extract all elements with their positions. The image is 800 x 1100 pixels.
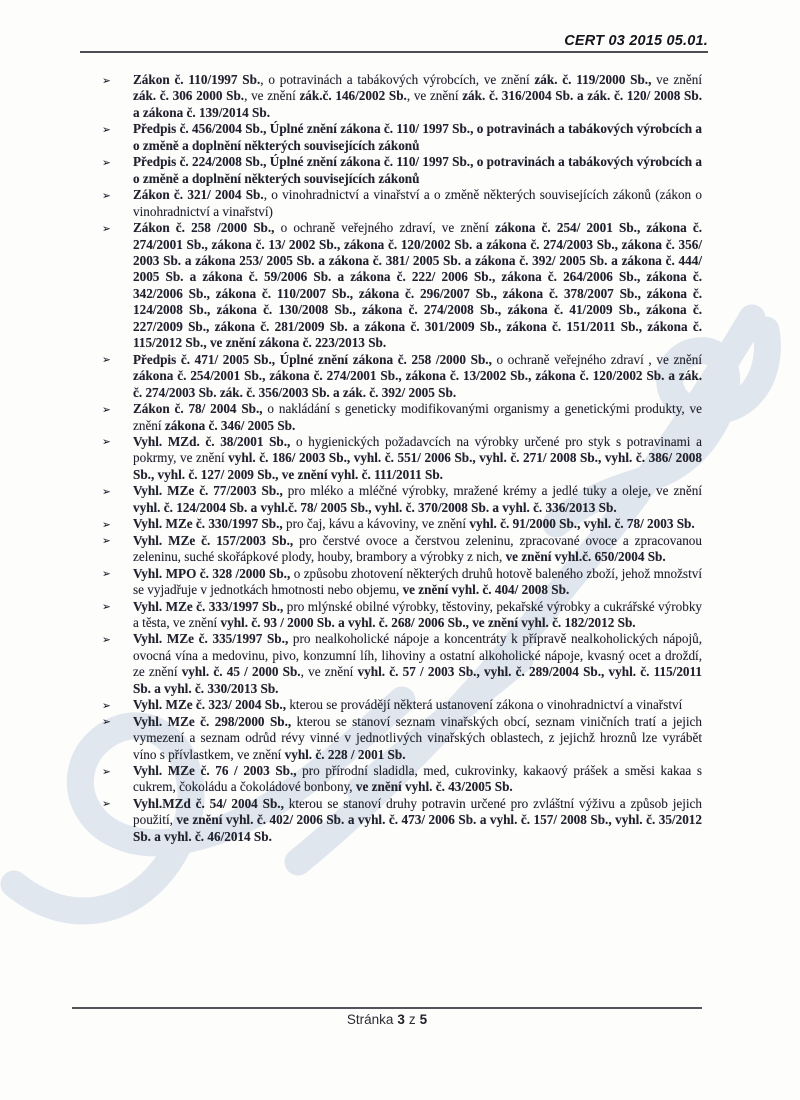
law-list-item bbox=[101, 566, 702, 599]
law-description-text: , o potravinách a tabákových výrobcích, ve znění bbox=[260, 72, 535, 87]
bullet-arrow-icon: ➢ bbox=[102, 189, 111, 202]
page-footer-prefix: Stránka bbox=[346, 1012, 394, 1027]
law-list-item bbox=[101, 763, 702, 796]
law-list-item bbox=[101, 401, 702, 434]
law-description-text: kterou se stanoví seznam vinařských obcí, seznam viničních tratí a jejich vymezení a seznam odrůd révy vinné v jednotlivých vinařských oblastech, z jejichž hroznů lze vyrábět víno s přívlastkem, ve znění bbox=[133, 713, 703, 762]
law-citation-bold: zák. č. 316/2004 Sb. a zák. č. 120/ 2008 Sb. a zákona č. 139/2014 Sb. bbox=[133, 88, 702, 120]
bullet-arrow-icon: ➢ bbox=[102, 699, 111, 712]
bullet-arrow-icon: ➢ bbox=[102, 222, 111, 235]
law-citation-bold: vyhl. č. 93 / 2000 Sb. a vyhl. č. 268/ 2006 Sb., ve znění vyhl. č. 182/2012 Sb. bbox=[220, 614, 636, 630]
law-list-item bbox=[101, 483, 702, 516]
law-description-text: , ve znění bbox=[300, 664, 358, 680]
law-citation-bold: Zákon č. 78/ 2004 Sb., bbox=[133, 401, 263, 417]
law-list-item bbox=[101, 796, 702, 845]
law-citation-bold: zákona č. 254/ 2001 Sb., zákona č. 274/2001 Sb., zákona č. 13/ 2002 Sb., zákona č. 120/2002 Sb. a zákona č. 274/2003 Sb., zákona č. 356/ 2003 Sb. a zákona 253/ 2005 Sb. a zákona č. 381/ 2005 Sb. a zákona č. 392/ 2005 Sb. a zákona č. 444/ 2005 Sb. a zákona č. 59/2006 Sb. a zákona č. 222/ 2006 Sb., zákona č. 264/2006 Sb., zákona č. 342/2006 Sb., zákona č. 110/2007 Sb., zákona č. 296/2007 Sb., zákona č. 378/2007 Sb., zákona č. 124/2008 Sb., zákona č. 130/2008 Sb., zákona č. 274/2008 Sb., zákona č. 41/2009 Sb., zákona č. 227/2009 Sb., zákona č. 281/2009 Sb. a zákona č. 301/2009 Sb., zákona č. 151/2011 Sb., zákona č. 115/2012 Sb., ve znění zákona č. 223/2013 Sb. bbox=[133, 220, 702, 351]
law-citation-bold: Vyhl.MZd č. 54/ 2004 Sb., bbox=[133, 795, 284, 811]
law-description-text: , ve znění bbox=[406, 88, 463, 104]
law-citation-bold: Zákon č. 258 /2000 Sb., bbox=[133, 220, 275, 236]
law-description-text: o hygienických požadavcích na výrobky určené pro styk s potravinami a pokrmy, ve znění bbox=[133, 433, 702, 466]
law-list-item bbox=[101, 599, 702, 632]
bullet-arrow-icon: ➢ bbox=[102, 403, 111, 416]
law-citation-bold: vyhl. č. 57 / 2003 Sb., vyhl. č. 289/2004 Sb., vyhl. č. 115/2011 Sb. a vyhl. č. 330/2013 Sb. bbox=[133, 664, 702, 696]
law-list-item bbox=[101, 516, 702, 532]
law-description-text: pro čerstvé ovoce a čerstvou zeleninu, zpracované ovoce a zpracovanou zeleninu, suché skořápkové plody, houby, brambory a výrobky z nich, bbox=[133, 532, 702, 565]
law-list-item bbox=[101, 121, 702, 154]
law-list-item bbox=[101, 714, 702, 763]
law-citation-bold: Vyhl. MZe č. 157/2003 Sb., bbox=[133, 532, 294, 548]
law-list-item bbox=[101, 154, 702, 187]
law-reference-list-container bbox=[101, 72, 702, 845]
bullet-arrow-icon: ➢ bbox=[102, 765, 111, 778]
law-citation-bold: Předpis č. 224/2008 Sb., Úplné znění zákona č. 110/ 1997 Sb., o potravinách a tabákových výrobcích a o změně a doplnění některých souvisejících zákonů bbox=[133, 154, 702, 186]
law-citation-bold: Vyhl. MZe č. 323/ 2004 Sb., bbox=[133, 697, 287, 713]
page-footer-of-word: z bbox=[408, 1012, 416, 1027]
law-list-item bbox=[101, 352, 702, 401]
bullet-arrow-icon: ➢ bbox=[102, 436, 111, 449]
law-citation-bold: Vyhl. MZe č. 77/2003 Sb., bbox=[133, 483, 283, 499]
law-citation-bold: zák. č. 119/2000 Sb., bbox=[534, 72, 652, 87]
law-list-item bbox=[101, 187, 702, 220]
law-description-text: pro čaj, kávu a kávoviny, ve znění bbox=[282, 516, 470, 532]
law-citation-bold: ve znění vyhl.č. 650/2004 Sb. bbox=[505, 549, 666, 565]
law-citation-bold: ve znění vyhl. č. 402/ 2006 Sb. a vyhl. č. 473/ 2006 Sb. a vyhl. č. 157/ 2008 Sb., vyhl. č. 35/2012 Sb. a vyhl. č. 46/2014 Sb. bbox=[133, 812, 702, 844]
footer-divider bbox=[72, 1007, 702, 1009]
law-citation-bold: Vyhl. MZe č. 335/1997 Sb., bbox=[133, 631, 289, 647]
bullet-arrow-icon: ➢ bbox=[102, 568, 111, 581]
law-citation-bold: zákona č. 254/2001 Sb., zákona č. 274/2001 Sb., zákona č. 13/2002 Sb., zákona č. 120/2002 Sb. a zák. č. 274/2003 Sb. zák. č. 356/2003 Sb. a zák. č. 392/ 2005 Sb. bbox=[133, 368, 702, 400]
law-description-text: o ochraně veřejného zdraví, ve znění bbox=[274, 220, 496, 236]
law-description-text: ve znění bbox=[651, 72, 702, 87]
law-citation-bold: vyhl. č. 186/ 2003 Sb., vyhl. č. 551/ 2006 Sb., vyhl. č. 271/ 2008 Sb., vyhl. č. 386/ 2008 Sb., vyhl. č. 127/ 2009 Sb., ve znění vyhl. č. 111/2011 Sb. bbox=[133, 450, 702, 482]
law-list-item bbox=[101, 697, 702, 713]
law-description-text: , o vinohradnictví a vinařství a o změně některých souvisejících zákonů (zákon o vinohradnictví a vinařství) bbox=[133, 187, 703, 219]
law-citation-bold: vyhl. č. 91/2000 Sb., vyhl. č. 78/ 2003 Sb. bbox=[469, 516, 695, 532]
law-citation-bold: Zákon č. 110/1997 Sb. bbox=[133, 72, 261, 87]
law-citation-bold: Vyhl. MZe č. 330/1997 Sb., bbox=[133, 516, 283, 532]
law-description-text: pro přírodní sladidla, med, cukrovinky, kakaový prášek a směsi kakaa s cukrem, čokoládu a čokoládové bonbony, bbox=[133, 763, 703, 795]
law-citation-bold: Vyhl. MZd. č. 38/2001 Sb., bbox=[133, 433, 291, 449]
bullet-arrow-icon: ➢ bbox=[102, 518, 111, 531]
law-description-text: pro mléko a mléčné výrobky, mražené krémy a jedlé tuky a oleje, ve znění bbox=[282, 483, 703, 499]
law-description-text: kterou se stanoví druhy potravin určené pro zvláštní výživu a způsob jejich použití, bbox=[133, 795, 702, 828]
law-reference-list bbox=[101, 72, 702, 845]
bullet-arrow-icon: ➢ bbox=[102, 123, 111, 136]
law-description-text: o nakládání s geneticky modifikovanými organismy a genetickými produkty, ve znění bbox=[133, 401, 703, 433]
document-code: CERT 03 2015 05.01. bbox=[564, 33, 708, 49]
bullet-arrow-icon: ➢ bbox=[102, 535, 111, 548]
law-citation-bold: Vyhl. MPO č. 328 /2000 Sb., bbox=[133, 565, 291, 581]
bullet-arrow-icon: ➢ bbox=[102, 716, 111, 729]
law-citation-bold: Předpis č. 456/2004 Sb., Úplné znění zákona č. 110/ 1997 Sb., o potravinách a tabákových výrobcích a o změně a doplnění některých souvisejících zákonů bbox=[133, 121, 702, 153]
law-citation-bold: ve znění vyhl. č. 43/2005 Sb. bbox=[355, 779, 513, 795]
law-description-text: kterou se provádějí některá ustanovení zákona o vinohradnictví a vinařství bbox=[286, 697, 683, 713]
law-citation-bold: Vyhl. MZe č. 76 / 2003 Sb., bbox=[133, 763, 297, 779]
page-footer-total: 5 bbox=[419, 1012, 428, 1027]
header-divider bbox=[80, 51, 708, 53]
law-citation-bold: vyhl. č. 228 / 2001 Sb. bbox=[284, 746, 406, 762]
bullet-arrow-icon: ➢ bbox=[102, 156, 111, 169]
law-citation-bold: zák. č. 306 2000 Sb. bbox=[133, 88, 245, 104]
law-list-item bbox=[101, 631, 702, 697]
law-description-text: pro mlýnské obilné výrobky, těstoviny, pekařské výrobky a cukrářské výrobky a těsta, ve znění bbox=[133, 598, 703, 630]
bullet-arrow-icon: ➢ bbox=[102, 601, 111, 613]
law-citation-bold: Předpis č. 471/ 2005 Sb., Úplné znění zákona č. 258 /2000 Sb., bbox=[133, 351, 492, 367]
law-citation-bold: Vyhl. MZe č. 333/1997 Sb., bbox=[133, 598, 284, 614]
bullet-arrow-icon: ➢ bbox=[102, 798, 111, 811]
law-list-item bbox=[101, 220, 702, 352]
bullet-arrow-icon: ➢ bbox=[102, 485, 111, 498]
law-citation-bold: Zákon č. 321/ 2004 Sb. bbox=[133, 187, 264, 203]
law-list-item bbox=[101, 533, 702, 566]
law-citation-bold: Vyhl. MZe č. 298/2000 Sb., bbox=[133, 713, 292, 729]
bullet-arrow-icon: ➢ bbox=[102, 633, 111, 646]
bullet-arrow-icon: ➢ bbox=[102, 74, 111, 87]
law-list-item bbox=[101, 434, 702, 483]
law-citation-bold: ve znění vyhl. č. 404/ 2008 Sb. bbox=[402, 582, 570, 598]
law-citation-bold: vyhl. č. 45 / 2000 Sb. bbox=[181, 664, 301, 680]
law-description-text: , ve znění bbox=[244, 88, 300, 104]
page-footer-current: 3 bbox=[397, 1012, 405, 1027]
law-citation-bold: vyhl. č. 124/2004 Sb. a vyhl.č. 78/ 2005 Sb., vyhl. č. 370/2008 Sb. a vyhl. č. 336/2013 Sb. bbox=[133, 499, 617, 515]
page-number-footer bbox=[72, 1012, 702, 1027]
law-description-text: pro nealkoholické nápoje a koncentráty k přípravě nealkoholických nápojů, ovocná vína a medovinu, pivo, konzumní líh, lihoviny a ostatní alkoholické nápoje, kvasný ocet a droždí, ze znění bbox=[133, 631, 703, 680]
bullet-arrow-icon: ➢ bbox=[102, 354, 111, 367]
law-list-item bbox=[101, 72, 702, 121]
law-description-text: o způsobu zhotovení některých druhů hotově baleného zboží, jehož množství se vyjadřuje v jednotkách hmotnosti nebo objemu, bbox=[133, 565, 702, 598]
law-citation-bold: zák.č. 146/2002 Sb. bbox=[299, 88, 407, 104]
law-citation-bold: zákona č. 346/ 2005 Sb. bbox=[164, 417, 296, 433]
law-description-text: o ochraně veřejného zdraví , ve znění bbox=[491, 351, 702, 367]
